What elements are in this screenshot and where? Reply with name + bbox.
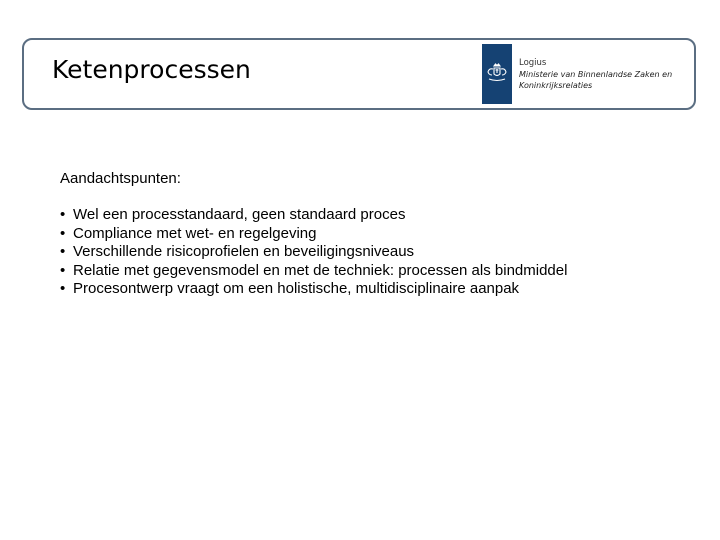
bullet-item [60,206,700,224]
bullet-item [60,225,700,243]
bullet-text: Compliance met wet- en regelgeving [73,224,317,242]
bullet-dot: • [60,224,66,242]
logo-ministry-line-2: Koninkrijksrelaties [519,80,593,90]
bullet-text: Procesontwerp vraagt om een holistische, multidisciplinaire aanpak [73,280,520,298]
title-frame [22,38,696,110]
bullet-dot: • [60,206,66,224]
bullet-dot: • [60,243,66,261]
bullet-item [60,262,700,280]
bullet-text: Verschillende risicoprofielen en beveiligingsniveaus [73,243,415,261]
subheading: Aandachtspunten: [60,170,181,187]
slide-content [60,170,700,298]
royal-coat-of-arms-icon [485,63,509,85]
bullet-list [60,206,700,298]
bullet-item [60,243,700,261]
logius-logo [482,44,672,104]
logo-bar [482,44,512,104]
logo-text [519,58,672,91]
bullet-dot: • [60,261,66,279]
bullet-dot: • [60,280,66,298]
logo-brand: Logius [519,57,547,68]
bullet-item [60,280,700,298]
bullet-text: Wel een processtandaard, geen standaard proces [73,206,406,224]
page-title: Ketenprocessen [52,55,251,84]
bullet-text: Relatie met gegevensmodel en met de techniek: processen als bindmiddel [73,261,568,279]
logo-ministry-line-1: Ministerie van Binnenlandse Zaken en [519,69,673,79]
